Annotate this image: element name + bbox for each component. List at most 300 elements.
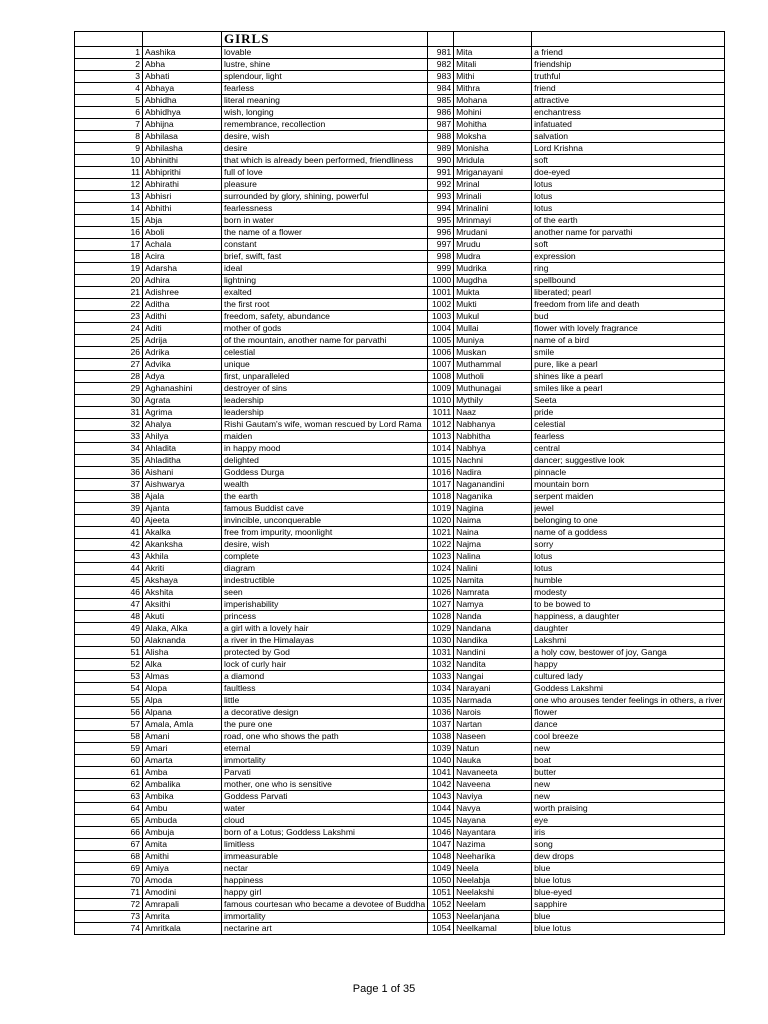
name-cell: Naganika	[454, 491, 532, 503]
name-cell: Abhilasha	[143, 143, 222, 155]
row-number-cell: 45	[75, 575, 143, 587]
row-number-cell: 7	[75, 119, 143, 131]
table-row	[75, 323, 725, 335]
table-row	[75, 551, 725, 563]
row-number-cell: 1047	[428, 839, 454, 851]
row-number-cell: 59	[75, 743, 143, 755]
name-cell: Muthammal	[454, 359, 532, 371]
meaning-cell: new	[532, 743, 725, 755]
row-number-cell: 1022	[428, 539, 454, 551]
table-row	[75, 851, 725, 863]
meaning-cell: name of a bird	[532, 335, 725, 347]
table-row	[75, 371, 725, 383]
table-row	[75, 839, 725, 851]
name-cell: Acira	[143, 251, 222, 263]
header-cell	[454, 32, 532, 47]
row-number-cell: 6	[75, 107, 143, 119]
row-number-cell: 992	[428, 179, 454, 191]
table-row	[75, 131, 725, 143]
table-row	[75, 779, 725, 791]
name-cell: Aboli	[143, 227, 222, 239]
row-number-cell: 1030	[428, 635, 454, 647]
row-number-cell: 1007	[428, 359, 454, 371]
name-cell: Agrata	[143, 395, 222, 407]
meaning-cell: the first root	[222, 299, 428, 311]
name-cell: Mohana	[454, 95, 532, 107]
meaning-cell: cultured lady	[532, 671, 725, 683]
name-cell: Akuti	[143, 611, 222, 623]
name-cell: Mithra	[454, 83, 532, 95]
row-number-cell: 31	[75, 407, 143, 419]
table-row	[75, 923, 725, 935]
row-number-cell: 1052	[428, 899, 454, 911]
name-cell: Neeharika	[454, 851, 532, 863]
name-cell: Neelkamal	[454, 923, 532, 935]
meaning-cell: delighted	[222, 455, 428, 467]
table-row	[75, 563, 725, 575]
meaning-cell: complete	[222, 551, 428, 563]
name-cell: Ajeeta	[143, 515, 222, 527]
meaning-cell: pure, like a pearl	[532, 359, 725, 371]
name-cell: Nanda	[454, 611, 532, 623]
table-row	[75, 299, 725, 311]
table-row	[75, 659, 725, 671]
name-cell: Ahalya	[143, 419, 222, 431]
meaning-cell: spellbound	[532, 275, 725, 287]
meaning-cell: truthful	[532, 71, 725, 83]
row-number-cell: 1009	[428, 383, 454, 395]
meaning-cell: mother of gods	[222, 323, 428, 335]
name-cell: Ahladitha	[143, 455, 222, 467]
row-number-cell: 1032	[428, 659, 454, 671]
name-cell: Alka	[143, 659, 222, 671]
row-number-cell: 28	[75, 371, 143, 383]
meaning-cell: humble	[532, 575, 725, 587]
meaning-cell: new	[532, 791, 725, 803]
header-cell	[75, 32, 143, 47]
name-cell: Abhidhya	[143, 107, 222, 119]
name-cell: Mukul	[454, 311, 532, 323]
meaning-cell: literal meaning	[222, 95, 428, 107]
meaning-cell: serpent maiden	[532, 491, 725, 503]
meaning-cell: modesty	[532, 587, 725, 599]
table-row	[75, 419, 725, 431]
meaning-cell: remembrance, recollection	[222, 119, 428, 131]
meaning-cell: blue-eyed	[532, 887, 725, 899]
table-row	[75, 179, 725, 191]
meaning-cell: immortality	[222, 911, 428, 923]
meaning-cell: Lakshmi	[532, 635, 725, 647]
table-row	[75, 59, 725, 71]
row-number-cell: 8	[75, 131, 143, 143]
meaning-cell: first, unparalleled	[222, 371, 428, 383]
row-number-cell: 1034	[428, 683, 454, 695]
table-row	[75, 611, 725, 623]
table-row	[75, 911, 725, 923]
table-row	[75, 479, 725, 491]
page-title: GIRLS	[222, 32, 428, 47]
name-cell: Mudra	[454, 251, 532, 263]
row-number-cell: 1001	[428, 287, 454, 299]
name-cell: Monisha	[454, 143, 532, 155]
header-cell	[428, 32, 454, 47]
row-number-cell: 1	[75, 47, 143, 59]
row-number-cell: 61	[75, 767, 143, 779]
meaning-cell: boat	[532, 755, 725, 767]
name-cell: Mithi	[454, 71, 532, 83]
meaning-cell: the pure one	[222, 719, 428, 731]
name-cell: Akalka	[143, 527, 222, 539]
name-cell: Mrinali	[454, 191, 532, 203]
row-number-cell: 70	[75, 875, 143, 887]
table-row	[75, 491, 725, 503]
name-cell: Alaka, Alka	[143, 623, 222, 635]
meaning-cell: happy	[532, 659, 725, 671]
meaning-cell: seen	[222, 587, 428, 599]
row-number-cell: 50	[75, 635, 143, 647]
row-number-cell: 1027	[428, 599, 454, 611]
meaning-cell: dance	[532, 719, 725, 731]
meaning-cell: leadership	[222, 395, 428, 407]
meaning-cell: soft	[532, 239, 725, 251]
table-row	[75, 647, 725, 659]
meaning-cell: the earth	[222, 491, 428, 503]
meaning-cell: fearless	[532, 431, 725, 443]
row-number-cell: 990	[428, 155, 454, 167]
table-row	[75, 863, 725, 875]
name-cell: Aditi	[143, 323, 222, 335]
name-cell: Mrudu	[454, 239, 532, 251]
name-cell: Akanksha	[143, 539, 222, 551]
row-number-cell: 985	[428, 95, 454, 107]
meaning-cell: pleasure	[222, 179, 428, 191]
name-cell: Mohini	[454, 107, 532, 119]
meaning-cell: bud	[532, 311, 725, 323]
name-cell: Aghanashini	[143, 383, 222, 395]
name-cell: Nartan	[454, 719, 532, 731]
meaning-cell: lustre, shine	[222, 59, 428, 71]
meaning-cell: a girl with a lovely hair	[222, 623, 428, 635]
meaning-cell: daughter	[532, 623, 725, 635]
row-number-cell: 1051	[428, 887, 454, 899]
name-cell: Nandika	[454, 635, 532, 647]
row-number-cell: 57	[75, 719, 143, 731]
name-cell: Abhilasa	[143, 131, 222, 143]
name-cell: Aishani	[143, 467, 222, 479]
row-number-cell: 1016	[428, 467, 454, 479]
row-number-cell: 988	[428, 131, 454, 143]
name-cell: Mukti	[454, 299, 532, 311]
meaning-cell: Rishi Gautam's wife, woman rescued by Lord Rama	[222, 419, 428, 431]
name-cell: Nayana	[454, 815, 532, 827]
table-row	[75, 827, 725, 839]
name-cell: Advika	[143, 359, 222, 371]
table-row	[75, 47, 725, 59]
row-number-cell: 22	[75, 299, 143, 311]
name-cell: Alpa	[143, 695, 222, 707]
table-row	[75, 599, 725, 611]
meaning-cell: desire	[222, 143, 428, 155]
name-cell: Mudrika	[454, 263, 532, 275]
meaning-cell: lightning	[222, 275, 428, 287]
name-cell: Naseen	[454, 731, 532, 743]
meaning-cell: princess	[222, 611, 428, 623]
name-cell: Muskan	[454, 347, 532, 359]
table-row	[75, 395, 725, 407]
meaning-cell: nectarine art	[222, 923, 428, 935]
name-cell: Najma	[454, 539, 532, 551]
table-row	[75, 899, 725, 911]
table-row	[75, 191, 725, 203]
table-row	[75, 239, 725, 251]
row-number-cell: 983	[428, 71, 454, 83]
row-number-cell: 1041	[428, 767, 454, 779]
row-number-cell: 66	[75, 827, 143, 839]
row-number-cell: 15	[75, 215, 143, 227]
name-cell: Nalini	[454, 563, 532, 575]
meaning-cell: smiles like a pearl	[532, 383, 725, 395]
meaning-cell: lotus	[532, 563, 725, 575]
name-cell: Akshaya	[143, 575, 222, 587]
row-number-cell: 1013	[428, 431, 454, 443]
meaning-cell: central	[532, 443, 725, 455]
meaning-cell: mother, one who is sensitive	[222, 779, 428, 791]
meaning-cell: infatuated	[532, 119, 725, 131]
table-row	[75, 743, 725, 755]
name-cell: Abha	[143, 59, 222, 71]
meaning-cell: brief, swift, fast	[222, 251, 428, 263]
table-row	[75, 635, 725, 647]
name-cell: Nachni	[454, 455, 532, 467]
table-row	[75, 455, 725, 467]
row-number-cell: 1050	[428, 875, 454, 887]
name-cell: Mullai	[454, 323, 532, 335]
name-cell: Ahladita	[143, 443, 222, 455]
header-cell	[143, 32, 222, 47]
name-cell: Achala	[143, 239, 222, 251]
table-row	[75, 875, 725, 887]
name-cell: Amritkala	[143, 923, 222, 935]
meaning-cell: of the earth	[532, 215, 725, 227]
row-number-cell: 1002	[428, 299, 454, 311]
name-cell: Naaz	[454, 407, 532, 419]
row-number-cell: 65	[75, 815, 143, 827]
name-cell: Ajanta	[143, 503, 222, 515]
meaning-cell: splendour, light	[222, 71, 428, 83]
meaning-cell: famous courtesan who became a devotee of Buddha	[222, 899, 428, 911]
row-number-cell: 1026	[428, 587, 454, 599]
table-row	[75, 311, 725, 323]
meaning-cell: happy girl	[222, 887, 428, 899]
row-number-cell: 19	[75, 263, 143, 275]
name-cell: Abhijna	[143, 119, 222, 131]
meaning-cell: sapphire	[532, 899, 725, 911]
row-number-cell: 1036	[428, 707, 454, 719]
table-row	[75, 263, 725, 275]
row-number-cell: 984	[428, 83, 454, 95]
row-number-cell: 1005	[428, 335, 454, 347]
row-number-cell: 1003	[428, 311, 454, 323]
row-number-cell: 994	[428, 203, 454, 215]
name-cell: Adithi	[143, 311, 222, 323]
meaning-cell: in happy mood	[222, 443, 428, 455]
name-cell: Ambuja	[143, 827, 222, 839]
row-number-cell: 1011	[428, 407, 454, 419]
row-number-cell: 47	[75, 599, 143, 611]
row-number-cell: 34	[75, 443, 143, 455]
meaning-cell: lotus	[532, 203, 725, 215]
meaning-cell: worth praising	[532, 803, 725, 815]
name-cell: Adrika	[143, 347, 222, 359]
row-number-cell: 60	[75, 755, 143, 767]
name-cell: Naganandini	[454, 479, 532, 491]
name-cell: Nayantara	[454, 827, 532, 839]
meaning-cell: blue	[532, 863, 725, 875]
name-cell: Abhisri	[143, 191, 222, 203]
meaning-cell: smile	[532, 347, 725, 359]
table-row	[75, 431, 725, 443]
row-number-cell: 39	[75, 503, 143, 515]
header-row	[75, 32, 725, 47]
row-number-cell: 49	[75, 623, 143, 635]
table-row	[75, 539, 725, 551]
name-cell: Nandita	[454, 659, 532, 671]
meaning-cell: invincible, unconquerable	[222, 515, 428, 527]
row-number-cell: 35	[75, 455, 143, 467]
table-row	[75, 731, 725, 743]
name-cell: Amrapali	[143, 899, 222, 911]
row-number-cell: 5	[75, 95, 143, 107]
meaning-cell: name of a goddess	[532, 527, 725, 539]
row-number-cell: 1010	[428, 395, 454, 407]
meaning-cell: immortality	[222, 755, 428, 767]
meaning-cell: dew drops	[532, 851, 725, 863]
row-number-cell: 1006	[428, 347, 454, 359]
meaning-cell: cloud	[222, 815, 428, 827]
row-number-cell: 33	[75, 431, 143, 443]
row-number-cell: 48	[75, 611, 143, 623]
row-number-cell: 10	[75, 155, 143, 167]
row-number-cell: 62	[75, 779, 143, 791]
table-row	[75, 227, 725, 239]
meaning-cell: freedom from life and death	[532, 299, 725, 311]
meaning-cell: friendship	[532, 59, 725, 71]
meaning-cell: wish, longing	[222, 107, 428, 119]
meaning-cell: fearless	[222, 83, 428, 95]
name-cell: Adarsha	[143, 263, 222, 275]
meaning-cell: Seeta	[532, 395, 725, 407]
table-row	[75, 347, 725, 359]
meaning-cell: of the mountain, another name for parvathi	[222, 335, 428, 347]
meaning-cell: one who arouses tender feelings in others, a river	[532, 695, 725, 707]
name-cell: Amani	[143, 731, 222, 743]
meaning-cell: to be bowed to	[532, 599, 725, 611]
row-number-cell: 55	[75, 695, 143, 707]
row-number-cell: 18	[75, 251, 143, 263]
row-number-cell: 1038	[428, 731, 454, 743]
name-cell: Naina	[454, 527, 532, 539]
row-number-cell: 1037	[428, 719, 454, 731]
name-cell: Mugdha	[454, 275, 532, 287]
row-number-cell: 13	[75, 191, 143, 203]
row-number-cell: 20	[75, 275, 143, 287]
row-number-cell: 1043	[428, 791, 454, 803]
row-number-cell: 1024	[428, 563, 454, 575]
row-number-cell: 71	[75, 887, 143, 899]
row-number-cell: 1044	[428, 803, 454, 815]
table-row	[75, 503, 725, 515]
name-cell: Amita	[143, 839, 222, 851]
meaning-cell: free from impurity, moonlight	[222, 527, 428, 539]
row-number-cell: 991	[428, 167, 454, 179]
name-cell: Aditha	[143, 299, 222, 311]
name-cell: Ambika	[143, 791, 222, 803]
row-number-cell: 981	[428, 47, 454, 59]
meaning-cell: eternal	[222, 743, 428, 755]
row-number-cell: 52	[75, 659, 143, 671]
row-number-cell: 12	[75, 179, 143, 191]
row-number-cell: 987	[428, 119, 454, 131]
row-number-cell: 23	[75, 311, 143, 323]
table-row	[75, 71, 725, 83]
meaning-cell: that which is already been performed, friendliness	[222, 155, 428, 167]
meaning-cell: Goddess Lakshmi	[532, 683, 725, 695]
name-cell: Neelakshi	[454, 887, 532, 899]
name-cell: Nabhanya	[454, 419, 532, 431]
name-cell: Narmada	[454, 695, 532, 707]
names-table	[74, 31, 725, 935]
name-cell: Adrija	[143, 335, 222, 347]
name-cell: Amiya	[143, 863, 222, 875]
row-number-cell: 2	[75, 59, 143, 71]
row-number-cell: 1040	[428, 755, 454, 767]
meaning-cell: attractive	[532, 95, 725, 107]
name-cell: Abhinithi	[143, 155, 222, 167]
table-row	[75, 203, 725, 215]
meaning-cell: born in water	[222, 215, 428, 227]
name-cell: Mukta	[454, 287, 532, 299]
row-number-cell: 36	[75, 467, 143, 479]
meaning-cell: salvation	[532, 131, 725, 143]
name-cell: Nagina	[454, 503, 532, 515]
row-number-cell: 1028	[428, 611, 454, 623]
meaning-cell: famous Buddist cave	[222, 503, 428, 515]
name-cell: Neelabja	[454, 875, 532, 887]
name-cell: Abja	[143, 215, 222, 227]
name-cell: Abhidha	[143, 95, 222, 107]
name-cell: Amithi	[143, 851, 222, 863]
name-cell: Narayani	[454, 683, 532, 695]
table-row	[75, 695, 725, 707]
table-row	[75, 887, 725, 899]
page-number: Page 1 of 35	[352, 983, 416, 995]
name-cell: Nalina	[454, 551, 532, 563]
row-number-cell: 1012	[428, 419, 454, 431]
meaning-cell: a holy cow, bestower of joy, Ganga	[532, 647, 725, 659]
meaning-cell: Goddess Durga	[222, 467, 428, 479]
row-number-cell: 1048	[428, 851, 454, 863]
name-cell: Neelanjana	[454, 911, 532, 923]
row-number-cell: 37	[75, 479, 143, 491]
table-row	[75, 359, 725, 371]
name-cell: Mita	[454, 47, 532, 59]
name-cell: Mrudani	[454, 227, 532, 239]
row-number-cell: 56	[75, 707, 143, 719]
row-number-cell: 1042	[428, 779, 454, 791]
name-cell: Mrinal	[454, 179, 532, 191]
meaning-cell: lovable	[222, 47, 428, 59]
name-cell: Amoda	[143, 875, 222, 887]
